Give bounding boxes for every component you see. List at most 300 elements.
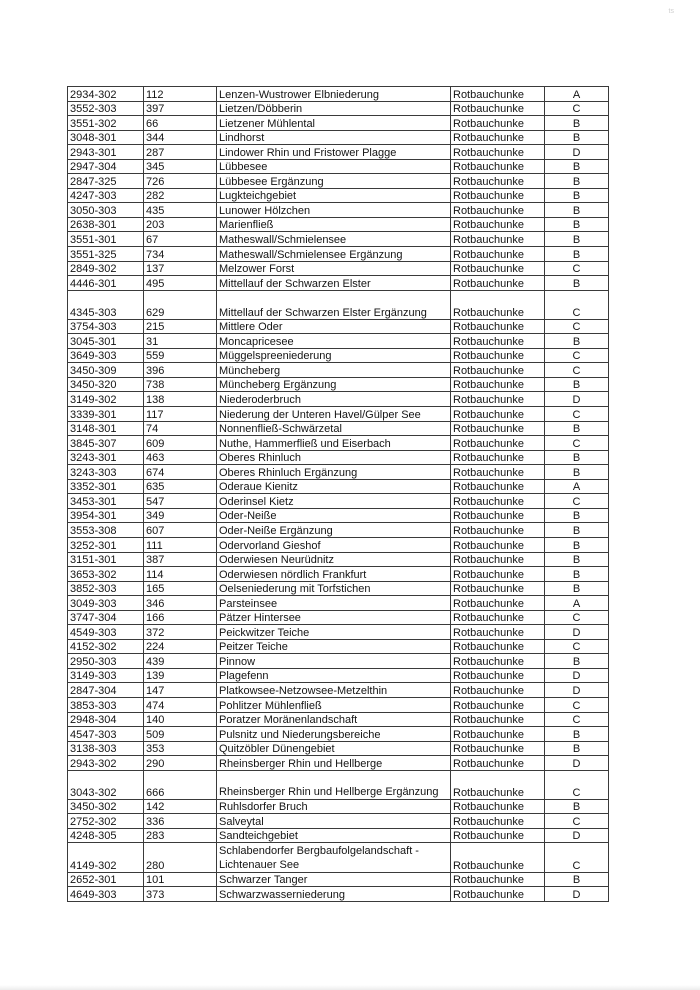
- species-cell: Rotbauchunke: [451, 756, 545, 771]
- table-row: [68, 188, 609, 203]
- grade-cell: C: [545, 407, 609, 422]
- species-cell: Rotbauchunke: [451, 508, 545, 523]
- species-cell: Rotbauchunke: [451, 581, 545, 596]
- site-name-cell: Schlabendorfer Bergbaufolgelandschaft - Lichtenauer See: [217, 843, 451, 872]
- site-name-cell: Matheswall/Schmielensee Ergänzung: [217, 247, 451, 262]
- site-name-cell: Mittellauf der Schwarzen Elster: [217, 276, 451, 291]
- site-id-cell: 4149-302: [68, 843, 144, 872]
- table-row: [68, 828, 609, 843]
- grade-cell: B: [545, 174, 609, 189]
- grade-cell: C: [545, 319, 609, 334]
- table-row: [68, 203, 609, 218]
- site-id-cell: 3050-303: [68, 203, 144, 218]
- grade-cell: B: [545, 727, 609, 742]
- site-id-cell: 3853-303: [68, 697, 144, 712]
- table-row: [68, 159, 609, 174]
- grade-cell: B: [545, 159, 609, 174]
- grade-cell: C: [545, 843, 609, 872]
- site-number-cell: 346: [144, 596, 217, 611]
- grade-cell: C: [545, 436, 609, 451]
- grade-cell: B: [545, 537, 609, 552]
- grade-cell: D: [545, 625, 609, 640]
- site-id-cell: 2943-301: [68, 145, 144, 160]
- table-row: [68, 552, 609, 567]
- species-cell: Rotbauchunke: [451, 276, 545, 291]
- site-name-cell: Müncheberg Ergänzung: [217, 377, 451, 392]
- site-id-cell: 3149-303: [68, 668, 144, 683]
- table-row: [68, 727, 609, 742]
- species-table-body: [68, 87, 609, 902]
- table-row: [68, 436, 609, 451]
- site-number-cell: 734: [144, 247, 217, 262]
- site-name-cell: Niederoderbruch: [217, 392, 451, 407]
- site-id-cell: 3043-302: [68, 770, 144, 799]
- grade-cell: B: [545, 232, 609, 247]
- site-id-cell: 3252-301: [68, 537, 144, 552]
- site-number-cell: 31: [144, 334, 217, 349]
- site-id-cell: 3049-303: [68, 596, 144, 611]
- species-cell: Rotbauchunke: [451, 697, 545, 712]
- site-name-cell: Rheinsberger Rhin und Hellberge: [217, 756, 451, 771]
- species-cell: Rotbauchunke: [451, 610, 545, 625]
- table-row: [68, 887, 609, 902]
- site-id-cell: 2752-302: [68, 814, 144, 829]
- site-id-cell: 4247-303: [68, 188, 144, 203]
- species-cell: Rotbauchunke: [451, 247, 545, 262]
- grade-cell: C: [545, 639, 609, 654]
- species-cell: Rotbauchunke: [451, 567, 545, 582]
- species-cell: Rotbauchunke: [451, 828, 545, 843]
- site-name-cell: Peitzer Teiche: [217, 639, 451, 654]
- site-number-cell: 165: [144, 581, 217, 596]
- table-row: [68, 479, 609, 494]
- site-name-cell: Quitzöbler Dünengebiet: [217, 741, 451, 756]
- site-number-cell: 67: [144, 232, 217, 247]
- site-number-cell: 224: [144, 639, 217, 654]
- site-id-cell: 2947-304: [68, 159, 144, 174]
- grade-cell: A: [545, 87, 609, 102]
- table-row: [68, 101, 609, 116]
- grade-cell: B: [545, 567, 609, 582]
- site-name-cell: Lunower Hölzchen: [217, 203, 451, 218]
- species-cell: Rotbauchunke: [451, 596, 545, 611]
- site-name-cell: Melzower Forst: [217, 261, 451, 276]
- species-cell: Rotbauchunke: [451, 159, 545, 174]
- site-number-cell: 559: [144, 348, 217, 363]
- site-name-cell: Odervorland Gieshof: [217, 537, 451, 552]
- grade-cell: C: [545, 814, 609, 829]
- site-number-cell: 629: [144, 290, 217, 319]
- table-row: [68, 290, 609, 319]
- table-row: [68, 668, 609, 683]
- species-cell: Rotbauchunke: [451, 523, 545, 538]
- site-name-cell: Oder-Neiße Ergänzung: [217, 523, 451, 538]
- table-row: [68, 654, 609, 669]
- grade-cell: A: [545, 596, 609, 611]
- site-id-cell: 3243-303: [68, 465, 144, 480]
- site-number-cell: 635: [144, 479, 217, 494]
- site-number-cell: 137: [144, 261, 217, 276]
- grade-cell: B: [545, 523, 609, 538]
- grade-cell: D: [545, 392, 609, 407]
- species-cell: Rotbauchunke: [451, 319, 545, 334]
- site-id-cell: 3649-303: [68, 348, 144, 363]
- site-name-cell: Pohlitzer Mühlenfließ: [217, 697, 451, 712]
- species-cell: Rotbauchunke: [451, 494, 545, 509]
- grade-cell: C: [545, 770, 609, 799]
- table-row: [68, 756, 609, 771]
- table-row: [68, 523, 609, 538]
- site-number-cell: 435: [144, 203, 217, 218]
- site-number-cell: 117: [144, 407, 217, 422]
- species-cell: Rotbauchunke: [451, 770, 545, 799]
- site-number-cell: 112: [144, 87, 217, 102]
- table-row: [68, 843, 609, 872]
- site-name-cell: Salveytal: [217, 814, 451, 829]
- table-row: [68, 407, 609, 422]
- table-row: [68, 145, 609, 160]
- site-id-cell: 3149-302: [68, 392, 144, 407]
- species-cell: Rotbauchunke: [451, 625, 545, 640]
- grade-cell: B: [545, 217, 609, 232]
- site-id-cell: 3450-302: [68, 799, 144, 814]
- grade-cell: C: [545, 101, 609, 116]
- grade-cell: D: [545, 828, 609, 843]
- species-cell: Rotbauchunke: [451, 145, 545, 160]
- site-id-cell: 4248-305: [68, 828, 144, 843]
- grade-cell: B: [545, 872, 609, 887]
- table-row: [68, 494, 609, 509]
- site-id-cell: 3138-303: [68, 741, 144, 756]
- table-row: [68, 450, 609, 465]
- site-id-cell: 2934-302: [68, 87, 144, 102]
- species-cell: Rotbauchunke: [451, 261, 545, 276]
- table-row: [68, 683, 609, 698]
- site-name-cell: Oderaue Kienitz: [217, 479, 451, 494]
- species-cell: Rotbauchunke: [451, 363, 545, 378]
- site-name-cell: Pulsnitz und Niederungsbereiche: [217, 727, 451, 742]
- grade-cell: C: [545, 610, 609, 625]
- site-id-cell: 3151-301: [68, 552, 144, 567]
- site-number-cell: 373: [144, 887, 217, 902]
- species-cell: Rotbauchunke: [451, 377, 545, 392]
- site-number-cell: 140: [144, 712, 217, 727]
- site-number-cell: 283: [144, 828, 217, 843]
- grade-cell: B: [545, 130, 609, 145]
- site-name-cell: Peickwitzer Teiche: [217, 625, 451, 640]
- site-name-cell: Rheinsberger Rhin und Hellberge Ergänzung: [217, 770, 451, 799]
- table-row: [68, 814, 609, 829]
- page-bottom-edge: [0, 985, 700, 990]
- species-cell: Rotbauchunke: [451, 814, 545, 829]
- table-row: [68, 625, 609, 640]
- table-row: [68, 130, 609, 145]
- site-name-cell: Lindower Rhin und Fristower Plagge: [217, 145, 451, 160]
- table-row: [68, 770, 609, 799]
- site-id-cell: 3551-325: [68, 247, 144, 262]
- grade-cell: B: [545, 799, 609, 814]
- site-id-cell: 3845-307: [68, 436, 144, 451]
- site-number-cell: 547: [144, 494, 217, 509]
- site-name-cell: Lietzener Mühlental: [217, 116, 451, 131]
- species-cell: Rotbauchunke: [451, 232, 545, 247]
- grade-cell: C: [545, 261, 609, 276]
- species-cell: Rotbauchunke: [451, 887, 545, 902]
- site-name-cell: Oderinsel Kietz: [217, 494, 451, 509]
- site-name-cell: Nuthe, Hammerfließ und Eiserbach: [217, 436, 451, 451]
- species-cell: Rotbauchunke: [451, 668, 545, 683]
- grade-cell: B: [545, 116, 609, 131]
- site-name-cell: Platkowsee-Netzowsee-Metzelthin: [217, 683, 451, 698]
- site-number-cell: 345: [144, 159, 217, 174]
- grade-cell: D: [545, 756, 609, 771]
- table-row: [68, 581, 609, 596]
- grade-cell: D: [545, 145, 609, 160]
- species-cell: Rotbauchunke: [451, 552, 545, 567]
- site-number-cell: 215: [144, 319, 217, 334]
- site-name-cell: Lugkteichgebiet: [217, 188, 451, 203]
- site-id-cell: 3450-320: [68, 377, 144, 392]
- grade-cell: B: [545, 334, 609, 349]
- table-row: [68, 799, 609, 814]
- table-row: [68, 174, 609, 189]
- site-number-cell: 607: [144, 523, 217, 538]
- site-id-cell: 3450-309: [68, 363, 144, 378]
- site-number-cell: 474: [144, 697, 217, 712]
- grade-cell: D: [545, 668, 609, 683]
- table-row: [68, 421, 609, 436]
- table-row: [68, 610, 609, 625]
- grade-cell: C: [545, 363, 609, 378]
- table-row: [68, 348, 609, 363]
- site-name-cell: Oberes Rhinluch Ergänzung: [217, 465, 451, 480]
- species-cell: Rotbauchunke: [451, 334, 545, 349]
- site-name-cell: Marienfließ: [217, 217, 451, 232]
- site-number-cell: 66: [144, 116, 217, 131]
- site-id-cell: 3852-303: [68, 581, 144, 596]
- table-row: [68, 392, 609, 407]
- site-id-cell: 4345-303: [68, 290, 144, 319]
- site-name-cell: Sandteichgebiet: [217, 828, 451, 843]
- grade-cell: C: [545, 697, 609, 712]
- site-id-cell: 3551-302: [68, 116, 144, 131]
- site-number-cell: 609: [144, 436, 217, 451]
- site-name-cell: Müggelspreeniederung: [217, 348, 451, 363]
- species-cell: Rotbauchunke: [451, 712, 545, 727]
- grade-cell: B: [545, 188, 609, 203]
- table-row: [68, 116, 609, 131]
- site-number-cell: 396: [144, 363, 217, 378]
- site-id-cell: 2849-302: [68, 261, 144, 276]
- site-number-cell: 387: [144, 552, 217, 567]
- grade-cell: C: [545, 290, 609, 319]
- site-name-cell: Lübbesee: [217, 159, 451, 174]
- site-number-cell: 372: [144, 625, 217, 640]
- site-number-cell: 74: [144, 421, 217, 436]
- table-row: [68, 247, 609, 262]
- site-name-cell: Oderwiesen Neurüdnitz: [217, 552, 451, 567]
- site-id-cell: 4152-302: [68, 639, 144, 654]
- site-number-cell: 397: [144, 101, 217, 116]
- site-id-cell: 3551-301: [68, 232, 144, 247]
- site-number-cell: 674: [144, 465, 217, 480]
- site-name-cell: Lindhorst: [217, 130, 451, 145]
- species-cell: Rotbauchunke: [451, 843, 545, 872]
- table-row: [68, 465, 609, 480]
- site-name-cell: Moncapricesee: [217, 334, 451, 349]
- table-row: [68, 319, 609, 334]
- table-row: [68, 872, 609, 887]
- site-number-cell: 726: [144, 174, 217, 189]
- site-id-cell: 3339-301: [68, 407, 144, 422]
- species-cell: Rotbauchunke: [451, 654, 545, 669]
- grade-cell: B: [545, 203, 609, 218]
- table-row: [68, 596, 609, 611]
- site-number-cell: 138: [144, 392, 217, 407]
- site-id-cell: 2638-301: [68, 217, 144, 232]
- site-number-cell: 166: [144, 610, 217, 625]
- site-number-cell: 439: [144, 654, 217, 669]
- grade-cell: B: [545, 581, 609, 596]
- site-number-cell: 349: [144, 508, 217, 523]
- site-id-cell: 2948-304: [68, 712, 144, 727]
- grade-cell: D: [545, 683, 609, 698]
- site-number-cell: 147: [144, 683, 217, 698]
- site-id-cell: 3352-301: [68, 479, 144, 494]
- site-number-cell: 139: [144, 668, 217, 683]
- site-name-cell: Mittellauf der Schwarzen Elster Ergänzung: [217, 290, 451, 319]
- species-cell: Rotbauchunke: [451, 348, 545, 363]
- grade-cell: B: [545, 450, 609, 465]
- grade-cell: B: [545, 654, 609, 669]
- species-cell: Rotbauchunke: [451, 130, 545, 145]
- species-cell: Rotbauchunke: [451, 407, 545, 422]
- table-row: [68, 87, 609, 102]
- site-name-cell: Pätzer Hintersee: [217, 610, 451, 625]
- site-name-cell: Lenzen-Wustrower Elbniederung: [217, 87, 451, 102]
- species-cell: Rotbauchunke: [451, 436, 545, 451]
- species-cell: Rotbauchunke: [451, 465, 545, 480]
- species-cell: Rotbauchunke: [451, 741, 545, 756]
- grade-cell: B: [545, 552, 609, 567]
- site-name-cell: Oder-Neiße: [217, 508, 451, 523]
- site-name-cell: Nonnenfließ-Schwärzetal: [217, 421, 451, 436]
- site-name-cell: Schwarzwasserniederung: [217, 887, 451, 902]
- site-name-cell: Plagefenn: [217, 668, 451, 683]
- species-cell: Rotbauchunke: [451, 188, 545, 203]
- site-number-cell: 463: [144, 450, 217, 465]
- site-number-cell: 142: [144, 799, 217, 814]
- table-row: [68, 363, 609, 378]
- grade-cell: B: [545, 276, 609, 291]
- table-row: [68, 741, 609, 756]
- table-row: [68, 697, 609, 712]
- site-id-cell: 2950-303: [68, 654, 144, 669]
- grade-cell: B: [545, 508, 609, 523]
- site-number-cell: 738: [144, 377, 217, 392]
- site-name-cell: Müncheberg: [217, 363, 451, 378]
- species-cell: Rotbauchunke: [451, 174, 545, 189]
- table-row: [68, 261, 609, 276]
- table-row: [68, 217, 609, 232]
- species-cell: Rotbauchunke: [451, 392, 545, 407]
- species-cell: Rotbauchunke: [451, 421, 545, 436]
- site-name-cell: Ruhlsdorfer Bruch: [217, 799, 451, 814]
- site-name-cell: Oderwiesen nördlich Frankfurt: [217, 567, 451, 582]
- site-id-cell: 2943-302: [68, 756, 144, 771]
- species-cell: Rotbauchunke: [451, 450, 545, 465]
- site-id-cell: 3954-301: [68, 508, 144, 523]
- grade-cell: B: [545, 377, 609, 392]
- site-name-cell: Poratzer Moränenlandschaft: [217, 712, 451, 727]
- grade-cell: B: [545, 247, 609, 262]
- site-number-cell: 666: [144, 770, 217, 799]
- site-number-cell: 353: [144, 741, 217, 756]
- site-number-cell: 344: [144, 130, 217, 145]
- site-id-cell: 2652-301: [68, 872, 144, 887]
- site-name-cell: Mittlere Oder: [217, 319, 451, 334]
- site-id-cell: 3048-301: [68, 130, 144, 145]
- species-cell: Rotbauchunke: [451, 217, 545, 232]
- table-row: [68, 537, 609, 552]
- site-number-cell: 509: [144, 727, 217, 742]
- table-row: [68, 567, 609, 582]
- species-cell: Rotbauchunke: [451, 537, 545, 552]
- grade-cell: A: [545, 479, 609, 494]
- grade-cell: C: [545, 348, 609, 363]
- site-name-cell: Oelseniederung mit Torfstichen: [217, 581, 451, 596]
- table-row: [68, 334, 609, 349]
- table-row: [68, 377, 609, 392]
- site-id-cell: 3747-304: [68, 610, 144, 625]
- species-cell: Rotbauchunke: [451, 116, 545, 131]
- site-id-cell: 3552-303: [68, 101, 144, 116]
- site-number-cell: 280: [144, 843, 217, 872]
- site-id-cell: 3553-308: [68, 523, 144, 538]
- site-name-cell: Niederung der Unteren Havel/Gülper See: [217, 407, 451, 422]
- site-id-cell: 4547-303: [68, 727, 144, 742]
- site-id-cell: 3243-301: [68, 450, 144, 465]
- species-cell: Rotbauchunke: [451, 683, 545, 698]
- site-name-cell: Lübbesee Ergänzung: [217, 174, 451, 189]
- species-cell: Rotbauchunke: [451, 87, 545, 102]
- species-table: [67, 86, 609, 902]
- species-cell: Rotbauchunke: [451, 203, 545, 218]
- species-cell: Rotbauchunke: [451, 872, 545, 887]
- site-number-cell: 203: [144, 217, 217, 232]
- site-number-cell: 290: [144, 756, 217, 771]
- species-cell: Rotbauchunke: [451, 479, 545, 494]
- site-number-cell: 101: [144, 872, 217, 887]
- site-id-cell: 2847-325: [68, 174, 144, 189]
- site-name-cell: Oberes Rhinluch: [217, 450, 451, 465]
- species-cell: Rotbauchunke: [451, 799, 545, 814]
- species-cell: Rotbauchunke: [451, 727, 545, 742]
- grade-cell: B: [545, 465, 609, 480]
- site-number-cell: 111: [144, 537, 217, 552]
- site-name-cell: Parsteinsee: [217, 596, 451, 611]
- table-row: [68, 276, 609, 291]
- site-id-cell: 2847-304: [68, 683, 144, 698]
- site-id-cell: 3653-302: [68, 567, 144, 582]
- site-number-cell: 336: [144, 814, 217, 829]
- site-id-cell: 3754-303: [68, 319, 144, 334]
- table-row: [68, 508, 609, 523]
- grade-cell: C: [545, 712, 609, 727]
- grade-cell: D: [545, 887, 609, 902]
- site-name-cell: Schwarzer Tanger: [217, 872, 451, 887]
- site-number-cell: 114: [144, 567, 217, 582]
